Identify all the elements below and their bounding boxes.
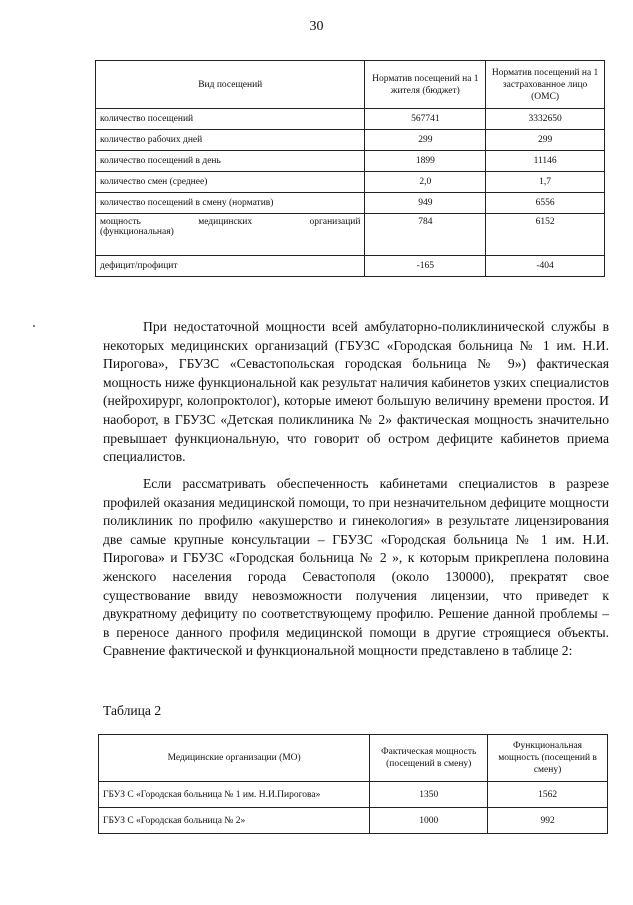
- table-row: [99, 808, 608, 834]
- oms-value: -404: [486, 256, 605, 277]
- header-functional-capacity: Функциональная мощность (посещений в смену): [488, 735, 608, 782]
- oms-value: 3332650: [486, 109, 605, 130]
- label-word: медицинских: [198, 217, 253, 227]
- paragraph-capacity-shortage: При недостаточной мощности всей амбулаторно-поликлинической службы в некоторых медицинских организаций (ГБУЗС «Городская больница № 1 им. Н.И. Пирогова», ГБУЗС «Севастопольская городская больница № 9») фактическая мощность ниже функциональной как результат наличия кабинетов узких специалистов (нейрохирург, колопроктолог), которые имеют большую величину времени простоя. И наоборот, в ГБУЗС «Детская поликлиника № 2» фактическая мощность значительно превышает функциональную, что говорит об остром дефиците кабинетов приема специалистов.: [103, 319, 609, 465]
- oms-value: 1,7: [486, 172, 605, 193]
- header-visit-type: Вид посещений: [96, 61, 365, 109]
- scan-speck: [33, 325, 35, 327]
- table-row: [96, 109, 605, 130]
- label-word: мощность: [100, 217, 141, 227]
- row-label: дефицит/профицит: [96, 256, 365, 277]
- budget-value: 2,0: [365, 172, 486, 193]
- row-label: количество посещений: [96, 109, 365, 130]
- header-budget-norm: Норматив посещений на 1 жителя (бюджет): [365, 61, 486, 109]
- oms-value: 6556: [486, 193, 605, 214]
- functional-value: 1562: [488, 782, 608, 808]
- row-label: количество посещений в день: [96, 151, 365, 172]
- table-row: [96, 151, 605, 172]
- header-oms-norm: Норматив посещений на 1 застрахованное лицо (ОМС): [486, 61, 605, 109]
- label-word: организаций: [309, 217, 361, 227]
- table-row: [96, 130, 605, 151]
- label-line2: (функциональная): [100, 227, 174, 237]
- org-name: ГБУЗ С «Городская больница № 1 им. Н.И.Пирогова»: [99, 782, 370, 808]
- paragraph-specialist-offices: Если рассматривать обеспеченность кабинетами специалистов в разрезе профилей оказания медицинской помощи, то при незначительном дефиците мощности поликлиник по профилю «акушерство и гинекология» в результате лицензирования две самые крупные консультации – ГБУЗС «Городская больница № 1 им. Н.И. Пирогова» и ГБУЗС «Городская больница № 2 », к которым прикреплена половина женского населения города Севастополя (около 130000), прекратят свое существование ввиду невозможности получения лицензии, что приведет к двукратному дефициту по соответствующему профилю. Решение данной проблемы – в переносе данного профиля медицинской помощи в другие строящиеся объекты. Сравнение фактической и функциональной мощности представлено в таблице 2:: [103, 476, 609, 659]
- page-number: 30: [309, 19, 324, 34]
- row-label: количество посещений в смену (норматив): [96, 193, 365, 214]
- table-header-row: [99, 735, 608, 782]
- actual-value: 1000: [370, 808, 488, 834]
- table-row: [96, 193, 605, 214]
- budget-value: 784: [365, 214, 486, 256]
- table-row: [99, 782, 608, 808]
- row-label: количество рабочих дней: [96, 130, 365, 151]
- budget-value: 949: [365, 193, 486, 214]
- header-organizations: Медицинские организации (МО): [99, 735, 370, 782]
- budget-value: -165: [365, 256, 486, 277]
- visits-norm-table: [95, 60, 605, 277]
- header-actual-capacity: Фактическая мощность (посещений в смену): [370, 735, 488, 782]
- table-row: [96, 172, 605, 193]
- table2-label: Таблица 2: [103, 703, 162, 718]
- functional-value: 992: [488, 808, 608, 834]
- org-name: ГБУЗ С «Городская больница № 2»: [99, 808, 370, 834]
- oms-value: 6152: [486, 214, 605, 256]
- oms-value: 299: [486, 130, 605, 151]
- table-row: [96, 214, 605, 256]
- budget-value: 567741: [365, 109, 486, 130]
- actual-value: 1350: [370, 782, 488, 808]
- capacity-comparison-table: [98, 734, 608, 834]
- row-label: количество смен (среднее): [96, 172, 365, 193]
- budget-value: 299: [365, 130, 486, 151]
- table-row: [96, 256, 605, 277]
- row-label: [96, 214, 365, 256]
- oms-value: 11146: [486, 151, 605, 172]
- budget-value: 1899: [365, 151, 486, 172]
- table-header-row: [96, 61, 605, 109]
